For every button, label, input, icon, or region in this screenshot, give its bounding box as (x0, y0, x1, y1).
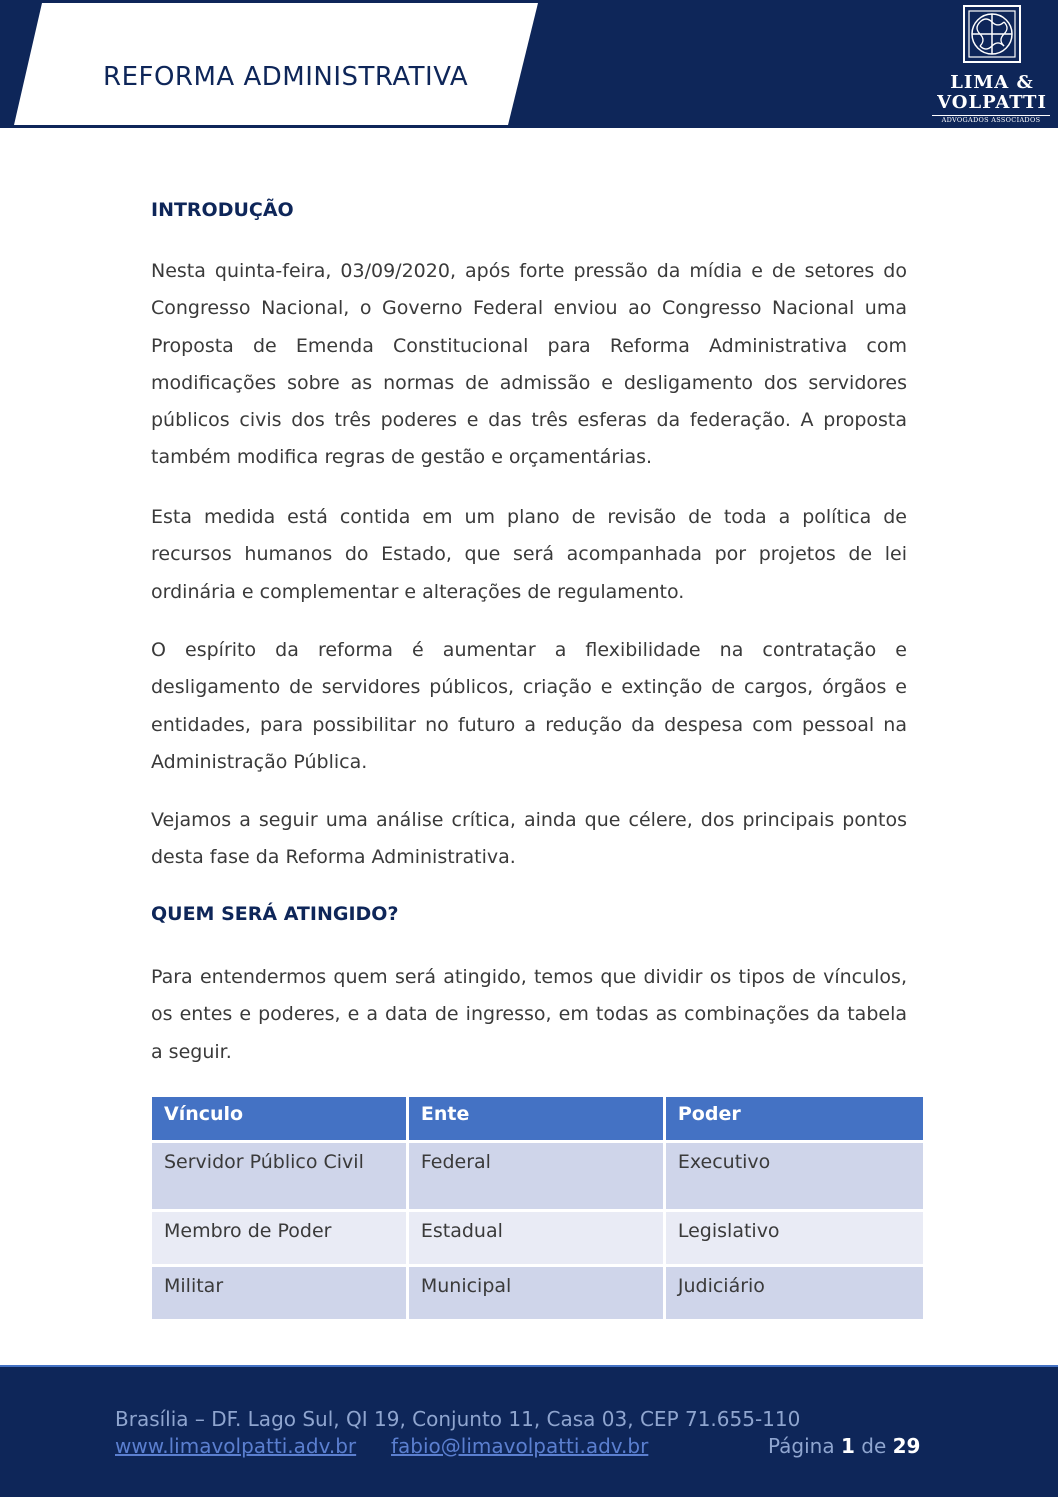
table-cell: Judiciário (666, 1267, 923, 1319)
table-cell: Executivo (666, 1143, 923, 1209)
page-total: 29 (892, 1434, 921, 1458)
table-cell: Militar (152, 1267, 406, 1319)
footer-address: Brasília – DF. Lago Sul, QI 19, Conjunto 11, Casa 03, CEP 71.655-110 (115, 1407, 801, 1431)
page-label: Página (768, 1434, 835, 1458)
email-link[interactable]: fabio@limavolpatti.adv.br (391, 1434, 649, 1458)
table-cell: Federal (409, 1143, 663, 1209)
logo-tagline: ADVOGADOS ASSOCIADOS (932, 115, 1050, 125)
page-current: 1 (840, 1434, 855, 1458)
table-row (152, 1212, 923, 1264)
page-number (768, 1434, 920, 1458)
footer-bar (0, 1367, 1058, 1497)
affected-table (149, 1094, 926, 1322)
table-cell: Servidor Público Civil (152, 1143, 406, 1209)
heading-introducao: INTRODUÇÃO (151, 199, 294, 221)
column-header-vinculo: Vínculo (152, 1097, 406, 1140)
table-cell: Legislativo (666, 1212, 923, 1264)
table-cell: Estadual (409, 1212, 663, 1264)
table-header-row (152, 1097, 923, 1140)
heading-quem-sera-atingido: QUEM SERÁ ATINGIDO? (151, 903, 399, 925)
paragraph-intro-3: O espírito da reforma é aumentar a flexibilidade na contratação e desligamento de servidores públicos, criação e extinção de cargos, órgãos e entidades, para possibilitar no futuro a redução da despesa com pessoal na Administração Pública. (151, 639, 907, 773)
table-cell: Membro de Poder (152, 1212, 406, 1264)
table-row (152, 1143, 923, 1209)
website-link[interactable]: www.limavolpatti.adv.br (115, 1434, 357, 1458)
celtic-knot-icon (962, 4, 1022, 64)
page-of: de (861, 1434, 887, 1458)
paragraph-who-1: Para entendermos quem será atingido, temos que dividir os tipos de vínculos, os entes e poderes, e a data de ingresso, em todas as combinações da tabela a seguir. (151, 966, 907, 1063)
paragraph-intro-4: Vejamos a seguir uma análise crítica, ainda que célere, dos principais pontos desta fase da Reforma Administrativa. (151, 809, 907, 869)
table-cell: Municipal (409, 1267, 663, 1319)
table-row (152, 1267, 923, 1319)
company-logo (928, 4, 1056, 124)
document-title: REFORMA ADMINISTRATIVA (103, 62, 469, 92)
column-header-poder: Poder (666, 1097, 923, 1140)
logo-name-line2: VOLPATTI (937, 92, 1047, 113)
paragraph-intro-2: Esta medida está contida em um plano de revisão de toda a política de recursos humanos do Estado, que será acompanhada por projetos de lei ordinária e complementar e alterações de regulamento. (151, 506, 907, 603)
paragraph-intro-1: Nesta quinta-feira, 03/09/2020, após forte pressão da mídia e de setores do Congresso Nacional, o Governo Federal enviou ao Congresso Nacional uma Proposta de Emenda Constitucional para Reforma Administrativa com modificações sobre as normas de admissão e desligamento dos servidores públicos civis dos três poderes e das três esferas da federação. A proposta também modifica regras de gestão e orçamentárias. (151, 260, 907, 469)
logo-name-line1: LIMA & (950, 72, 1034, 93)
column-header-ente: Ente (409, 1097, 663, 1140)
